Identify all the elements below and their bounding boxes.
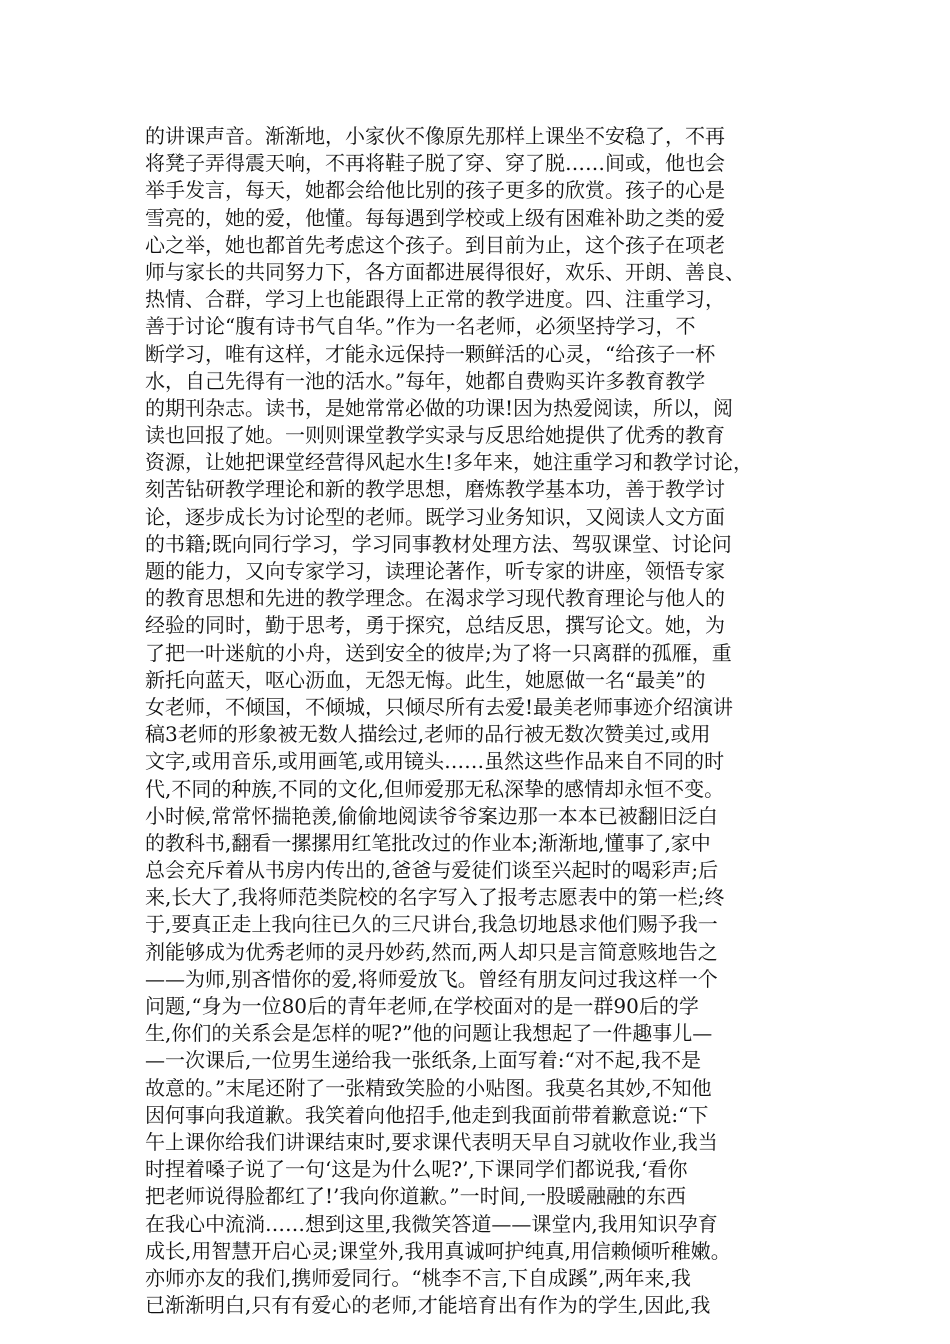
text-line: 的讲课声音。渐渐地，小家伙不像原先那样上课坐不安稳了，不再	[145, 124, 725, 148]
text-line: 午上课你给我们讲课结束时,要求课代表明天早自习就收作业,我当	[145, 1129, 718, 1154]
text-line: 问题,“身为一位80后的青年老师,在学校面对的是一群90后的学	[145, 994, 699, 1018]
text-line: 经验的同时，勤于思考，勇于探究，总结反思，撰写论文。她，为	[145, 613, 725, 638]
text-line: 读也回报了她。一则则课堂教学实录与反思给她提供了优秀的教育	[145, 423, 725, 448]
text-line: 新托向蓝天，呕心沥血，无怨无悔。此生，她愿做一名“最美”的	[145, 667, 706, 692]
text-line: 女老师，不倾国，不倾城，只倾尽所有去爱!最美老师事迹介绍演讲	[145, 694, 734, 719]
text-line: 总会充斥着从书房内传出的,爸爸与爱徒们谈至兴起时的喝彩声;后	[145, 858, 719, 883]
text-line: 论，逐步成长为讨论型的老师。既学习业务知识，又阅读人文方面	[145, 504, 725, 529]
text-line: 故意的。”末尾还附了一张精致笑脸的小贴图。我莫名其妙,不知他	[145, 1075, 712, 1100]
text-line: 来,长大了,我将师范类院校的名字写入了报考志愿表中的第一栏;终	[145, 885, 725, 910]
text-line: 的期刊杂志。读书，是她常常必做的功课!因为热爱阅读，所以，阅	[145, 395, 734, 420]
text-line: 的教育思想和先进的教学理念。在渴求学习现代教育理论与他人的	[145, 586, 725, 611]
text-line: 文字,或用音乐,或用画笔,或用镜头……虽然这些作品来自不同的时	[145, 749, 725, 774]
text-line: 资源，让她把课堂经营得风起水生!多年来，她注重学习和教学讨论，	[145, 450, 754, 475]
text-line: 了把一叶迷航的小舟，送到安全的彼岸;为了将一只离群的孤雁，重	[145, 640, 732, 665]
text-line: 将凳子弄得震天响，不再将鞋子脱了穿、穿了脱……间或，他也会	[145, 151, 725, 176]
text-line: 生,你们的关系会是怎样的呢?”他的问题让我想起了一件趣事儿—	[145, 1021, 713, 1046]
text-line: —一次课后,一位男生递给我一张纸条,上面写着:“对不起,我不是	[145, 1048, 702, 1073]
text-line: 断学习，唯有这样，才能永远保持一颗鲜活的心灵，“给孩子一杯	[145, 341, 716, 366]
text-line: 师与家长的共同努力下，各方面都进展得很好，欢乐、开朗、善良、	[145, 259, 745, 284]
text-line: 的书籍;既向同行学习，学习同事教材处理方法、驾驭课堂、讨论问	[145, 531, 732, 556]
text-line: 小时候,常常怀揣艳羡,偷偷地阅读爷爷案边那一本本已被翻旧泛白	[145, 803, 718, 828]
text-line: 举手发言，每天，她都会给他比别的孩子更多的欣赏。孩子的心是	[145, 178, 725, 203]
text-line: 于,要真正走上我向往已久的三尺讲台,我急切地恳求他们赐予我一	[145, 912, 718, 937]
text-line: 雪亮的，她的爱，他懂。每每遇到学校或上级有困难补助之类的爱	[145, 205, 725, 230]
text-line: 把老师说得脸都红了!’我向你道歉。”一时间,一股暖融融的东西	[145, 1184, 686, 1209]
text-line: ——为师,别吝惜你的爱,将师爱放飞。曾经有朋友问过我这样一个	[145, 966, 718, 991]
text-line: 的教科书,翻看一摞摞用红笔批改过的作业本;渐渐地,懂事了,家中	[145, 830, 711, 855]
text-line: 代,不同的种族,不同的文化,但师爱那无私深挚的感情却永恒不变。	[145, 776, 725, 801]
text-line: 已渐渐明白,只有有爱心的老师,才能培育出有作为的学生,因此,我	[145, 1293, 711, 1318]
text-line: 刻苦钻研教学理论和新的教学思想，磨炼教学基本功，善于教学讨	[145, 477, 725, 502]
text-line: 稿3老师的形象被无数人描绘过,老师的品行被无数次赞美过,或用	[145, 722, 711, 747]
text-line: 心之举，她也都首先考虑这个孩子。到目前为止，这个孩子在项老	[145, 232, 725, 257]
text-line: 时捏着嗓子说了一句‘这是为什么呢?’,下课同学们都说我,‘看你	[145, 1157, 688, 1182]
text-line: 题的能力，又向专家学习，读理论著作，听专家的讲座，领悟专家	[145, 559, 725, 583]
text-line: 善于讨论“腹有诗书气自华。”作为一名老师，必须坚持学习，不	[145, 314, 696, 339]
text-line: 剂能够成为优秀老师的灵丹妙药,然而,两人却只是言简意赅地告之	[145, 939, 718, 964]
text-line: 成长,用智慧开启心灵;课堂外,我用真诚呵护纯真,用信赖倾听稚嫩。	[145, 1238, 731, 1263]
text-line: 亦师亦友的我们,携师爱同行。“桃李不言,下自成蹊”,两年来,我	[145, 1265, 691, 1290]
text-line: 热情、合群，学习上也能跟得上正常的教学进度。四、注重学习，	[145, 287, 725, 312]
text-line: 在我心中流淌……想到这里,我微笑答道——课堂内,我用知识孕育	[145, 1211, 718, 1236]
body-text	[145, 123, 825, 1319]
text-line: 水，自己先得有一池的活水。”每年，她都自费购买许多教育教学	[145, 368, 706, 393]
text-line: 因何事向我道歉。我笑着向他招手,他走到我面前带着歉意说:“下	[145, 1102, 709, 1127]
